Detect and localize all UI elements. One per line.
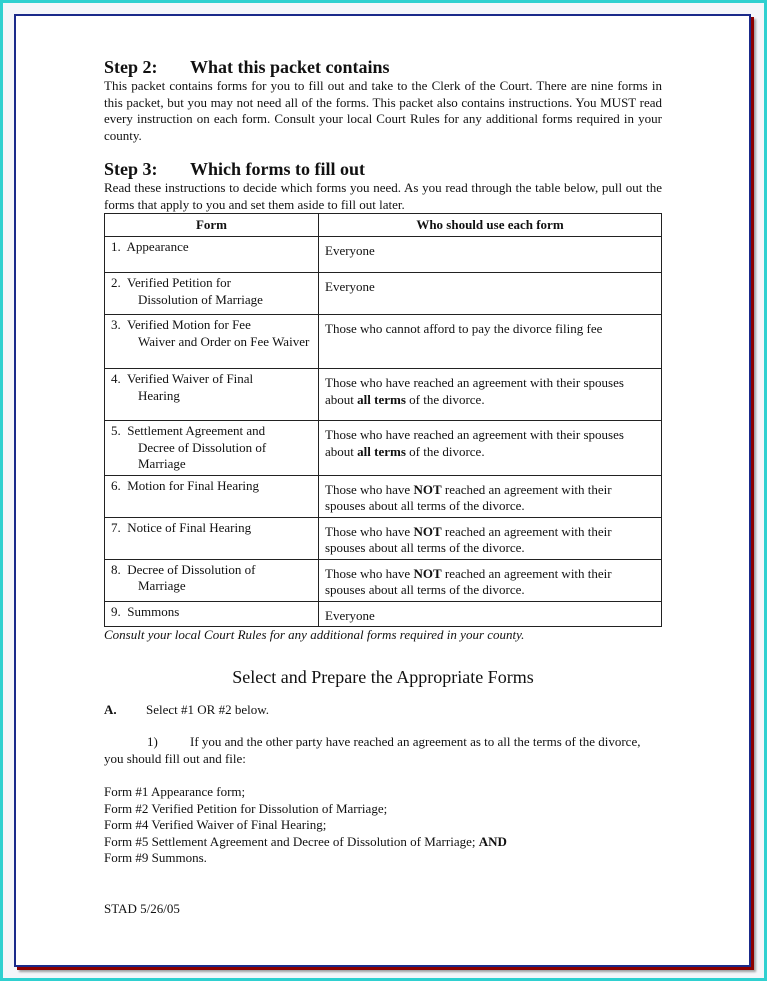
form-cell: 7. Notice of Final Hearing bbox=[105, 517, 319, 559]
table-caption: Consult your local Court Rules for any additional forms required in your county. bbox=[104, 627, 525, 642]
who-cell: Those who have NOT reached an agreement with their spouses about all terms of the divorce. bbox=[319, 475, 662, 517]
list-item: Form #9 Summons. bbox=[104, 850, 207, 865]
form-cell: 6. Motion for Final Hearing bbox=[105, 475, 319, 517]
who-cell: Everyone bbox=[319, 601, 662, 627]
footer-date: STAD 5/26/05 bbox=[104, 900, 180, 916]
who-cell: Those who have NOT reached an agreement with their spouses about all terms of the divorce. bbox=[319, 517, 662, 559]
form-cell: 2. Verified Petition for Dissolution of Marriage bbox=[105, 273, 319, 315]
step2-body: This packet contains forms for you to fill out and take to the Clerk of the Court. There are nine forms in this packet, but you may not need all of the forms. This packet also contains instructions. You MUST read every instruction on each form. Consult your local Court Rules for any additional forms required in your county. bbox=[104, 78, 662, 143]
list-item: Form #2 Verified Petition for Dissolution of Marriage; bbox=[104, 800, 388, 816]
header-form: Form bbox=[105, 214, 319, 237]
who-cell: Those who have NOT reached an agreement with their spouses about all terms of the divorce. bbox=[319, 559, 662, 601]
form-cell: 5. Settlement Agreement and Decree of Dissolution of Marriage bbox=[105, 421, 319, 476]
table-header-row bbox=[105, 214, 662, 237]
who-cell: Those who have reached an agreement with their spouses about all terms of the divorce. bbox=[319, 421, 662, 476]
form-cell: 3. Verified Motion for Fee Waiver and Order on Fee Waiver bbox=[105, 315, 319, 369]
table-row bbox=[105, 273, 662, 315]
list-item: Form #5 Settlement Agreement and Decree of Dissolution of Marriage; AND bbox=[104, 833, 507, 849]
table-row bbox=[105, 237, 662, 273]
table-row bbox=[105, 517, 662, 559]
table-row bbox=[105, 369, 662, 421]
step3-body: Read these instructions to decide which forms you need. As you read through the table below, pull out the forms that apply to you and set them aside to fill out later. bbox=[104, 180, 662, 212]
header-who: Who should use each form bbox=[319, 214, 662, 237]
table-row bbox=[105, 559, 662, 601]
form-cell: 1. Appearance bbox=[105, 237, 319, 273]
list-item: Form #1 Appearance form; bbox=[104, 784, 246, 799]
who-cell: Those who have reached an agreement with their spouses about all terms of the divorce. bbox=[319, 369, 662, 421]
who-cell: Everyone bbox=[319, 237, 662, 273]
form-cell: 8. Decree of Dissolution of Marriage bbox=[105, 559, 319, 601]
table-row bbox=[105, 475, 662, 517]
who-cell: Those who cannot afford to pay the divorce filing fee bbox=[319, 315, 662, 369]
form-cell: 9. Summons bbox=[105, 601, 319, 627]
document-page bbox=[104, 56, 662, 917]
table-row bbox=[105, 421, 662, 476]
forms-table bbox=[104, 213, 662, 627]
table-row bbox=[105, 601, 662, 627]
required-forms-list bbox=[104, 784, 662, 867]
section-title: Select and Prepare the Appropriate Forms bbox=[232, 666, 534, 687]
form-cell: 4. Verified Waiver of Final Hearing bbox=[105, 369, 319, 421]
step2-heading: Step 2: What this packet contains bbox=[104, 57, 390, 77]
who-cell: Everyone bbox=[319, 273, 662, 315]
step3-heading: Step 3: Which forms to fill out bbox=[104, 159, 365, 179]
list-item: Form #4 Verified Waiver of Final Hearing; bbox=[104, 817, 327, 832]
table-row bbox=[105, 315, 662, 369]
instruction-1: 1) If you and the other party have reached an agreement as to all the terms of the divorce, you should fill out and file: bbox=[104, 734, 641, 766]
instruction-a: A. Select #1 OR #2 below. bbox=[104, 701, 269, 717]
